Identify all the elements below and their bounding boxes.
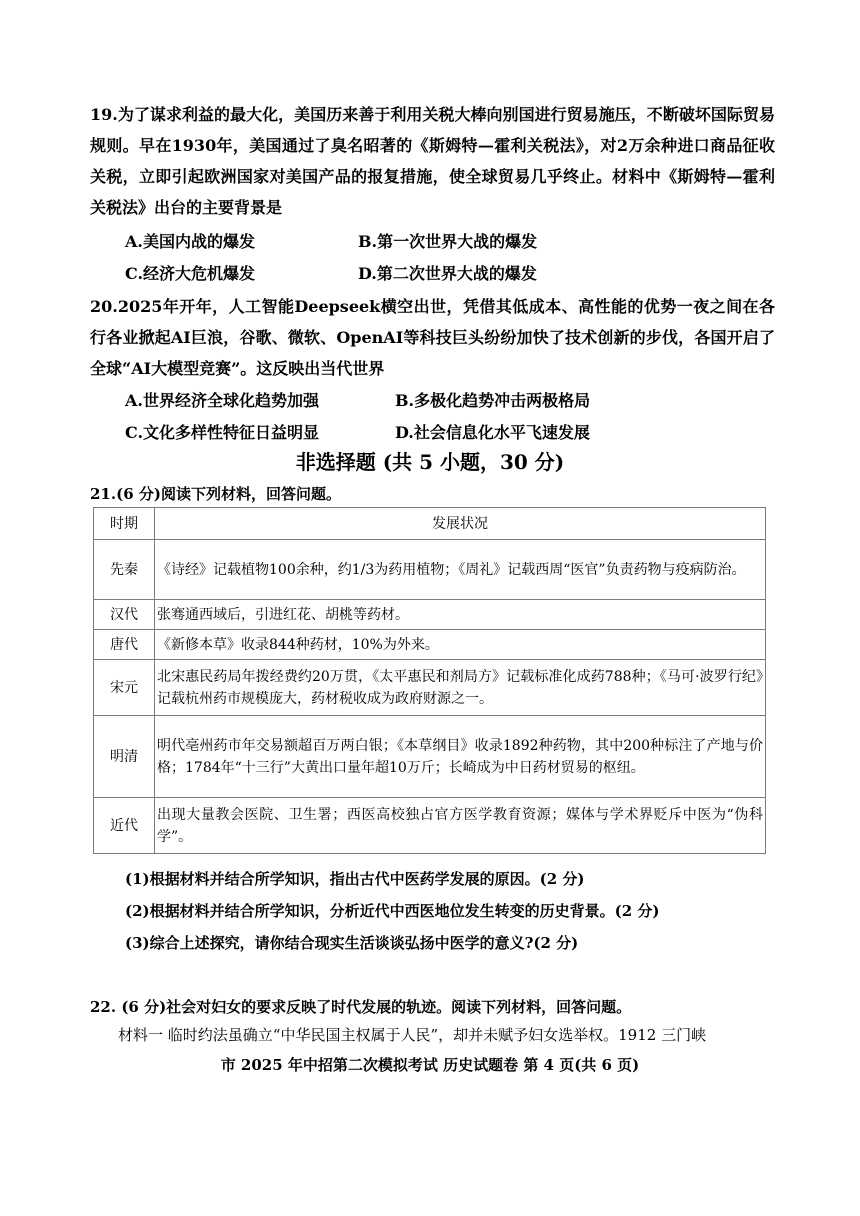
table-row [94,716,766,798]
q20-option-c: C.文化多样性特征日益明显 [125,423,320,442]
material-label: 材料一 [118,1026,164,1044]
q20-stem: 20.2025年开年，人工智能Deepseek横空出世，凭借其低成本、高性能的优势一夜之间在各行各业掀起AI巨浪，谷歌、微软、OpenAI等科技巨头纷纷加快了技术创新的步伐，各国开启了全球“AI大模型竞赛”。这反映出当代世界 [90,297,775,378]
table-cell-period: 汉代 [94,600,155,630]
q19-option-c: C.经济大危机爆发 [125,264,256,283]
table-cell-text: 《新修本草》收录844种药材，10%为外来。 [155,630,766,660]
section-title: 非选择题 (共 5 小题，30 分) [295,450,565,474]
table-cell-period: 明清 [94,716,155,798]
table-cell-period: 近代 [94,798,155,854]
q22-material [118,1025,706,1045]
q19-option-b: B.第一次世界大战的爆发 [358,232,538,251]
q21-question-2: (2)根据材料并结合所学知识，分析近代中西医地位发生转变的历史背景。(2 分) [125,902,660,920]
q19-option-a: A.美国内战的爆发 [125,232,255,251]
table-cell-text: 北宋惠民药局年拨经费约20万贯，《太平惠民和剂局方》记载标准化成药788种；《马可·波罗行纪》记载杭州药市规模庞大，药材税收成为政府财源之一。 [155,660,766,716]
table-row [94,630,766,660]
table-cell-text: 明代亳州药市年交易额超百万两白银；《本草纲目》收录1892种药物，其中200种标注了产地与价格；1784年“十三行”大黄出口量年超10万斤；长崎成为中日药材贸易的枢纽。 [155,716,766,798]
table-row [94,540,766,600]
q20-option-a: A.世界经济全球化趋势加强 [125,391,319,410]
q21-question-1: (1)根据材料并结合所学知识，指出古代中医药学发展的原因。(2 分) [125,870,585,888]
table-cell-period: 唐代 [94,630,155,660]
table-cell-text: 张骞通西域后，引进红花、胡桃等药材。 [155,600,766,630]
history-table [93,507,766,854]
table-cell-text: 《诗经》记载植物100余种，约1/3为药用植物；《周礼》记载西周“医官”负责药物与疫病防治。 [155,540,766,600]
q21-stem: 21.(6 分)阅读下列材料，回答问题。 [90,485,341,503]
table-cell-period: 宋元 [94,660,155,716]
table-header-development: 发展状况 [155,508,766,540]
table-row [94,660,766,716]
q20-option-d: D.社会信息化水平飞速发展 [395,423,590,442]
q19-stem: 19.为了谋求利益的最大化，美国历来善于利用关税大棒向别国进行贸易施压，不断破坏国际贸易规则。早在1930年，美国通过了臭名昭著的《斯姆特—霍利关税法》，对2万余种进口商品征收关税，立即引起欧洲国家对美国产品的报复措施，使全球贸易几乎终止。材料中《斯姆特—霍利关税法》出台的主要背景是 [90,105,775,217]
table-row [94,600,766,630]
q21-question-3: (3)综合上述探究，请你结合现实生活谈谈弘扬中医学的意义?(2 分) [125,934,579,952]
table-header-period: 时期 [94,508,155,540]
table-row [94,798,766,854]
q19-option-d: D.第二次世界大战的爆发 [358,264,537,283]
table-cell-period: 先秦 [94,540,155,600]
material-text: 临时约法虽确立“中华民国主权属于人民”，却并未赋予妇女选举权。1912 三门峡 [163,1026,707,1044]
page-footer: 市 2025 年中招第二次模拟考试 历史试题卷 第 4 页(共 6 页) [220,1056,640,1074]
q22-stem: 22. (6 分)社会对妇女的要求反映了时代发展的轨迹。阅读下列材料，回答问题。 [90,998,632,1016]
table-header-row [94,508,766,540]
table-cell-text: 出现大量教会医院、卫生署；西医高校独占官方医学教育资源；媒体与学术界贬斥中医为“伪科学”。 [155,798,766,854]
q20-option-b: B.多极化趋势冲击两极格局 [395,391,591,410]
